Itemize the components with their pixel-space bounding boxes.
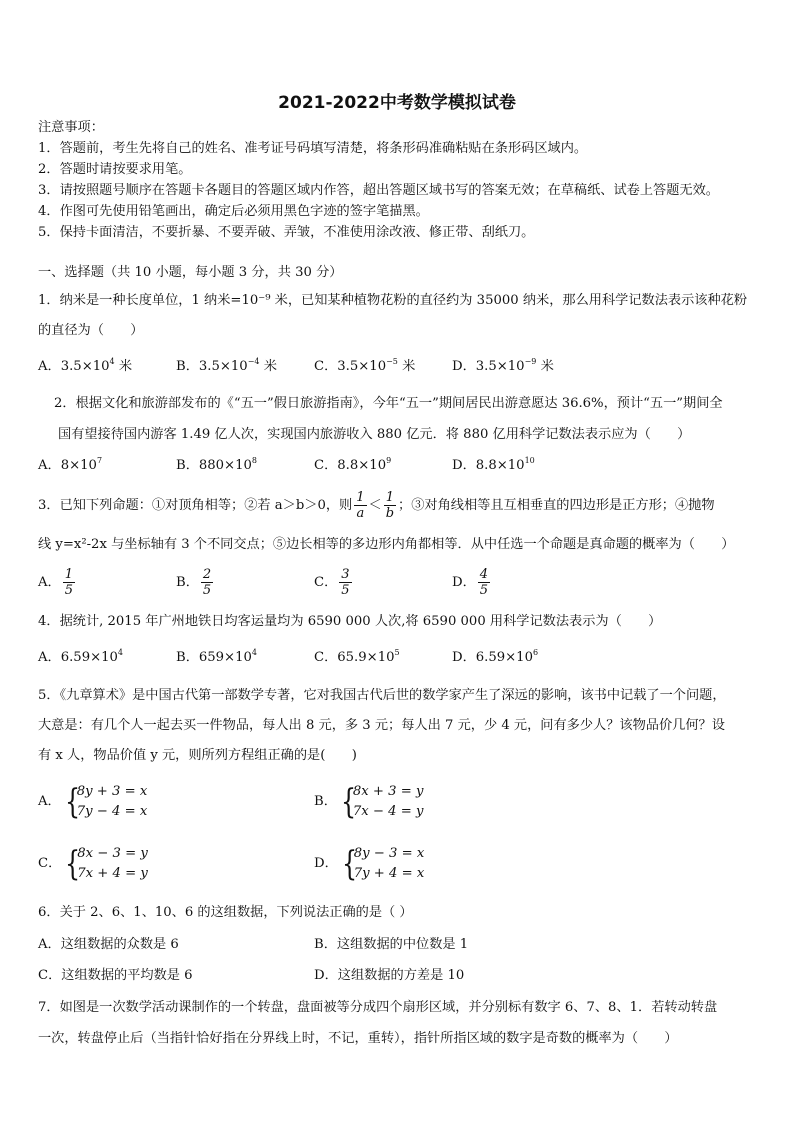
question-2-text-cont: 国有望接待国内游客 1.49 亿人次，实现国内旅游收入 880 亿元．将 880 亿用科学记数法表示应为（ ）	[58, 427, 691, 442]
question-5-text-cont: 大意是：有几个人一起去买一件物品，每人出 8 元，多 3 元；每人出 7 元，少 4 元，问有多少人？该物品价几何？设	[38, 718, 725, 733]
q3-fraction-1-over-a: $\frac{1}{a}$	[356, 490, 365, 521]
q3-option-b: B． $\frac{2}{5}$	[176, 567, 212, 598]
question-2-text: 2．根据文化和旅游部发布的《“五一”假日旅游指南》，今年“五一”期间居民出游意愿达 36.6%，预计“五一”期间全	[54, 396, 723, 411]
question-6-text: 6．关于 2、6、1、10、6 的这组数据，下列说法正确的是（ ）	[38, 905, 413, 920]
q1-option-c: C．$3.5\times 10^{-5}$ 米	[314, 357, 416, 374]
question-3-text-cont: 线 y=x²-2x 与坐标轴有 3 个不同交点；⑤边长相等的多边形内角都相等．从中任选一个命题是真命题的概率为（ ）	[38, 537, 735, 552]
notice-item: 4．作图可先使用铅笔画出，确定后必须用黑色字迹的签字笔描黑。	[38, 204, 429, 219]
q3-option-d: D． $\frac{4}{5}$	[452, 567, 489, 598]
q1-option-a: A．$3.5\times 10^4$ 米	[38, 357, 133, 374]
notice-item: 1．答题前，考生先将自己的姓名、准考证号码填写清楚，将条形码准确粘贴在条形码区域内。	[38, 141, 588, 156]
question-3-text: 3．已知下列命题：①对顶角相等；②若 a＞b＞0，则 $\frac{1}{a}$ ＜ $\frac{1}{b}$ ；③对角线相等且互相垂直的四边形是正方形；④抛物	[38, 490, 715, 521]
notice-item: 3．请按照题号顺序在答题卡各题目的答题区域内作答，超出答题区域书写的答案无效；在草稿纸、试卷上答题无效。	[38, 183, 719, 198]
section-heading: 一、选择题（共 10 小题，每小题 3 分，共 30 分）	[38, 265, 343, 280]
exam-title: 2021-2022中考数学模拟试卷	[278, 93, 516, 113]
question-5-text: 5．《九章算术》是中国古代第一部数学专著，它对我国古代后世的数学家产生了深远的影响，该书中记载了一个问题，	[38, 688, 726, 703]
q6-option-b: B．这组数据的中位数是 1	[314, 937, 469, 952]
q3-option-c: C． $\frac{3}{5}$	[314, 567, 350, 598]
q5-option-b: B． { 8x + 3 = y 7x − 4 = y	[314, 782, 424, 822]
notice-item: 2．答题时请按要求用笔。	[38, 162, 192, 177]
q6-option-d: D．这组数据的方差是 10	[314, 968, 465, 983]
q2-option-b: B．$880\times 10^8$	[176, 456, 257, 473]
question-7-text-cont: 一次，转盘停止后（当指针恰好指在分界线上时，不记，重转），指针所指区域的数字是奇数的概率为（ ）	[38, 1031, 678, 1046]
q4-option-d: D．$6.59\times 10^6$	[452, 648, 539, 665]
question-1-text: 1．纳米是一种长度单位，1 纳米=10⁻⁹ 米，已知某种植物花粉的直径约为 35000 纳米，那么用科学记数法表示该种花粉	[38, 293, 748, 308]
q4-option-b: B．$659\times 10^4$	[176, 648, 257, 665]
question-1-text-cont: 的直径为（ ）	[38, 323, 144, 338]
question-7-text: 7．如图是一次数学活动课制作的一个转盘，盘面被等分成四个扇形区域，并分别标有数字 6、7、8、1．若转动转盘	[38, 1000, 718, 1015]
q4-option-a: A．$6.59\times 10^4$	[38, 648, 124, 665]
question-4-text: 4．据统计, 2015 年广州地铁日均客运量均为 6590 000 人次,将 6590 000 用科学记数法表示为（ ）	[38, 614, 662, 629]
q2-option-c: C．$8.8\times 10^9$	[314, 456, 392, 473]
q5-option-d: D． { 8y − 3 = x 7y + 4 = x	[314, 844, 425, 884]
q1-option-d: D．$3.5\times 10^{-9}$ 米	[452, 357, 554, 374]
q6-option-c: C．这组数据的平均数是 6	[38, 968, 193, 983]
q5-option-c: C． { 8x − 3 = y 7x + 4 = y	[38, 844, 148, 884]
notice-heading: 注意事项：	[38, 120, 104, 135]
q1-option-b: B．$3.5\times 10^{-4}$ 米	[176, 357, 277, 374]
q6-option-a: A．这组数据的众数是 6	[38, 937, 179, 952]
q3-fraction-1-over-b: $\frac{1}{b}$	[385, 490, 395, 521]
q2-option-d: D．$8.8\times 10^{10}$	[452, 456, 535, 473]
notice-item: 5．保持卡面清洁，不要折暴、不要弄破、弄皱，不准使用涂改液、修正带、刮纸刀。	[38, 225, 535, 240]
q4-option-c: C．$65.9\times 10^5$	[314, 648, 400, 665]
q3-option-a: A． $\frac{1}{5}$	[38, 567, 73, 598]
question-5-text-cont: 有 x 人，物品价值 y 元，则所列方程组正确的是( )	[38, 748, 357, 763]
q2-option-a: A．$8\times 10^7$	[38, 456, 103, 473]
q5-option-a: A． { 8y + 3 = x 7y − 4 = x	[38, 782, 148, 822]
